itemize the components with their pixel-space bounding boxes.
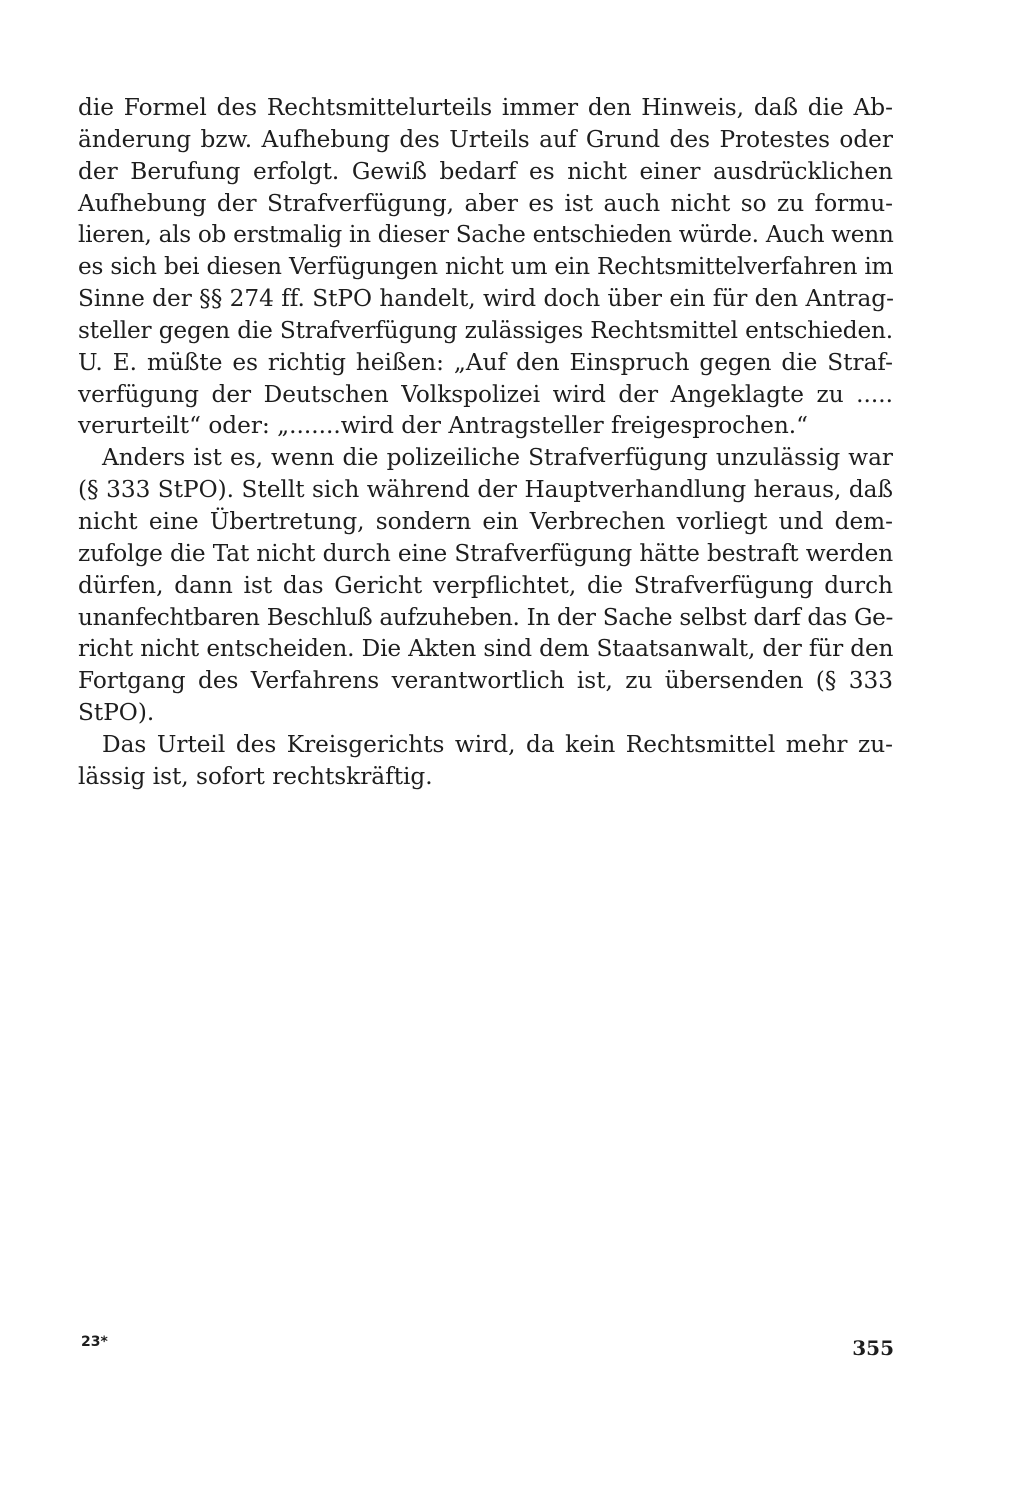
paragraph-3 xyxy=(78,729,893,793)
text-line: Anders ist es, wenn die polizeiliche Strafverfügung unzulässig war xyxy=(102,444,893,472)
paragraph-1 xyxy=(78,92,893,442)
text-line: zufolge die Tat nicht durch eine Strafverfügung hätte bestraft werden xyxy=(78,539,893,567)
text-line: (§ 333 StPO). Stellt sich während der Hauptverhandlung heraus, daß xyxy=(78,476,893,504)
text-line: Das Urteil des Kreisgerichts wird, da kein Rechtsmittel mehr zu- xyxy=(102,730,893,758)
text-line: U. E. müßte es richtig heißen: „Auf den Einspruch gegen die Straf- xyxy=(78,348,893,376)
text-line: Sinne der §§ 274 ff. StPO handelt, wird doch über ein für den Antrag- xyxy=(78,285,894,313)
text-line: die Formel des Rechtsmittelurteils immer den Hinweis, daß die Ab- xyxy=(78,94,893,121)
paragraph-2 xyxy=(78,442,893,729)
text-line: dürfen, dann ist das Gericht verpflichtet, die Strafverfügung durch xyxy=(78,571,893,599)
page-number: 355 xyxy=(852,1336,894,1360)
text-line: verfügung der Deutschen Volkspolizei wird der Angeklagte zu ..... xyxy=(78,380,893,408)
text-line: es sich bei diesen Verfügungen nicht um ein Rechtsmittelverfahren im xyxy=(78,253,894,281)
signature-mark: 23* xyxy=(81,1334,108,1350)
text-line: änderung bzw. Aufhebung des Urteils auf Grund des Protestes oder xyxy=(78,125,893,153)
body-text xyxy=(78,92,893,793)
text-line: unanfechtbaren Beschluß aufzuheben. In der Sache selbst darf das Ge- xyxy=(78,603,893,631)
text-line: der Berufung erfolgt. Gewiß bedarf es nicht einer ausdrücklichen xyxy=(78,157,893,185)
text-line: richt nicht entscheiden. Die Akten sind dem Staatsanwalt, der für den xyxy=(78,635,894,663)
text-line: lässig ist, sofort rechtskräftig. xyxy=(78,762,433,790)
text-line: Fortgang des Verfahrens verantwortlich ist, zu übersenden (§ 333 xyxy=(78,667,893,695)
text-line: steller gegen die Strafverfügung zulässiges Rechtsmittel entschieden. xyxy=(78,316,893,344)
text-line: Aufhebung der Strafverfügung, aber es ist auch nicht so zu formu- xyxy=(78,189,893,217)
text-line: StPO). xyxy=(78,699,155,727)
text-line: verurteilt“ oder: „.......wird der Antragsteller freigesprochen.“ xyxy=(78,412,808,440)
text-line: nicht eine Übertretung, sondern ein Verbrechen vorliegt und dem- xyxy=(78,507,893,535)
text-line: lieren, als ob erstmalig in dieser Sache entschieden würde. Auch wenn xyxy=(78,221,894,249)
